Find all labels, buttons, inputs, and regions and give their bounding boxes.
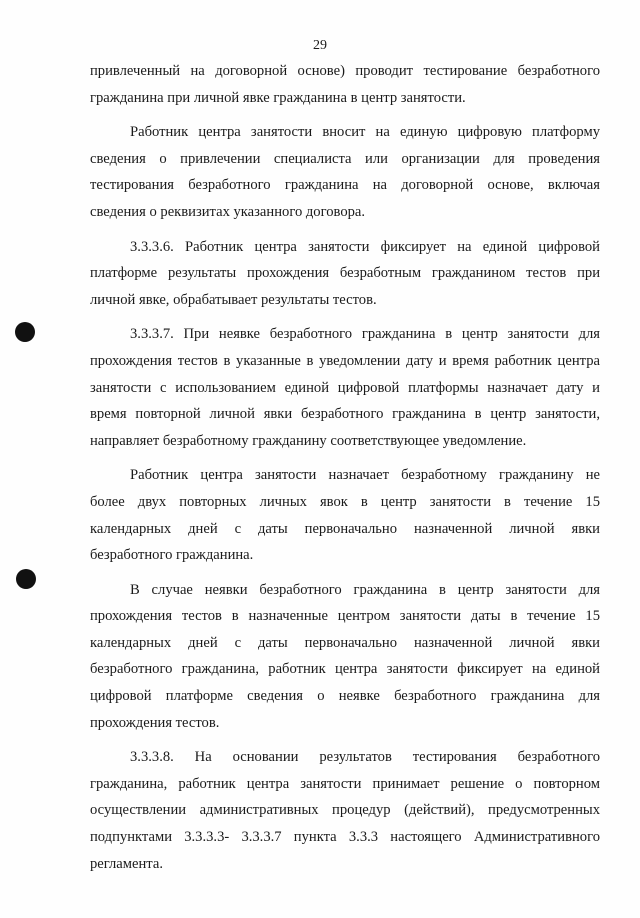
page-number: 29 bbox=[313, 38, 327, 53]
text-line: личной явке, обрабатывает результаты тестов. bbox=[90, 291, 377, 308]
text-line: 3.3.3.7. При неявке безработного гражданина в центр занятости для bbox=[130, 326, 600, 343]
text-line: цифровой платформе сведения о неявке безработного гражданина для bbox=[90, 688, 600, 705]
text-line: прохождения тестов. bbox=[90, 714, 220, 731]
text-line: регламента. bbox=[90, 855, 163, 872]
text-line: календарных дней с даты первоначально назначенной личной явки bbox=[90, 520, 600, 537]
text-line: В случае неявки безработного гражданина в центр занятости для bbox=[130, 581, 600, 598]
paragraph bbox=[90, 462, 600, 568]
text-line: гражданина, работник центра занятости принимает решение о повторном bbox=[90, 775, 600, 792]
paragraph bbox=[90, 234, 600, 314]
text-line: сведения о реквизитах указанного договора. bbox=[90, 203, 366, 220]
text-line: занятости с использованием единой цифровой платформы назначает дату и bbox=[90, 379, 600, 396]
text-line: платформе результаты прохождения безработным гражданином тестов при bbox=[90, 265, 600, 282]
text-line: прохождения тестов в указанные в уведомлении дату и время работник центра bbox=[90, 352, 600, 369]
punch-hole-icon bbox=[15, 322, 35, 342]
text-line: подпунктами 3.3.3.3- 3.3.3.7 пункта 3.3.3 настоящего Административного bbox=[90, 829, 600, 846]
paragraph bbox=[90, 58, 600, 111]
document-body bbox=[90, 58, 600, 877]
text-line: Работник центра занятости назначает безработному гражданину не bbox=[130, 467, 600, 484]
text-line: безработного гражданина. bbox=[90, 547, 254, 564]
text-line: более двух повторных личных явок в центр занятости в течение 15 bbox=[90, 493, 600, 510]
paragraph bbox=[90, 577, 600, 737]
text-line: 3.3.3.6. Работник центра занятости фиксирует на единой цифровой bbox=[130, 238, 600, 255]
text-line: безработного гражданина, работник центра занятости фиксирует на единой bbox=[90, 661, 600, 678]
text-line: осуществлении административных процедур (действий), предусмотренных bbox=[90, 802, 600, 819]
punch-hole-icon bbox=[16, 569, 36, 589]
text-line: 3.3.3.8. На основании результатов тестирования безработного bbox=[130, 749, 600, 766]
text-line: гражданина при личной явке гражданина в центр занятости. bbox=[90, 89, 466, 106]
text-line: время повторной личной явки безработного гражданина в центр занятости, bbox=[90, 406, 600, 423]
paragraph bbox=[90, 744, 600, 877]
paragraph bbox=[90, 119, 600, 225]
text-line: направляет безработному гражданину соответствующее уведомление. bbox=[90, 432, 527, 449]
text-line: тестирования безработного гражданина на договорной основе, включая bbox=[90, 177, 600, 194]
text-line: сведения о привлечении специалиста или организации для проведения bbox=[90, 150, 600, 167]
text-line: прохождения тестов в назначенные центром занятости даты в течение 15 bbox=[90, 608, 600, 625]
text-line: Работник центра занятости вносит на единую цифровую платформу bbox=[130, 124, 600, 141]
text-line: привлеченный на договорной основе) проводит тестирование безработного bbox=[90, 63, 600, 79]
text-line: календарных дней с даты первоначально назначенной личной явки bbox=[90, 634, 600, 651]
paragraph bbox=[90, 321, 600, 454]
